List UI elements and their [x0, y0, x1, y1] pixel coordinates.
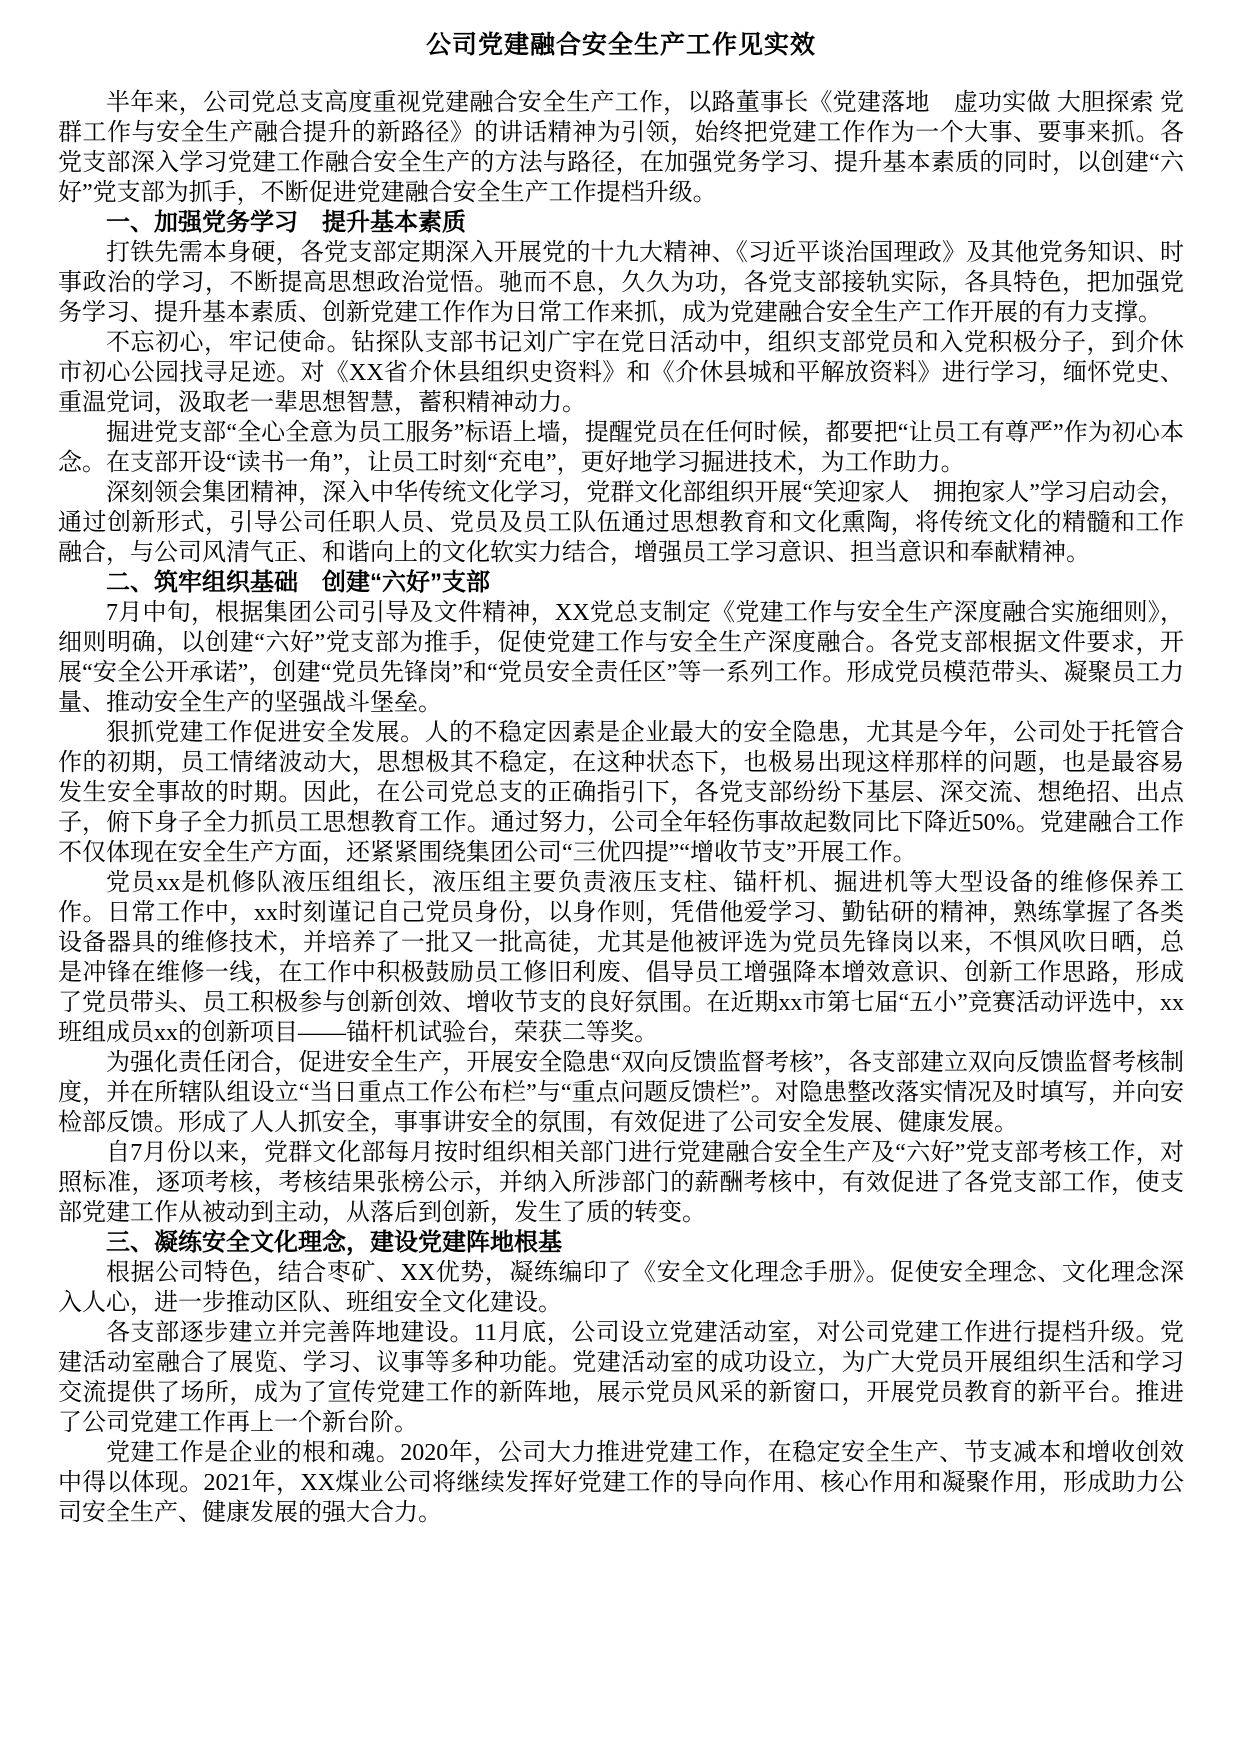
body-paragraph: 掘进党支部“全心全意为员工服务”标语上墙，提醒党员在任何时候，都要把“让员工有尊严”作为初心本念。在支部开设“读书一角”，让员工时刻“充电”，更好地学习掘进技术，为工作助力。	[58, 420, 1184, 476]
body-paragraph: 根据公司特色，结合枣矿、XX优势，凝练编印了《安全文化理念手册》。促使安全理念、文化理念深入人心，进一步推动区队、班组安全文化建设。	[58, 1260, 1184, 1316]
section-heading: 一、加强党务学习 提升基本素质	[106, 209, 466, 236]
body-paragraph: 半年来，公司党总支高度重视党建融合安全生产工作，以路董事长《党建落地 虚功实做 大胆探索 党群工作与安全生产融合提升的新路径》的讲话精神为引领，始终把党建工作作为一个大事、要事来抓。各党支部深入学习党建工作融合安全生产的方法与路径，在加强党务学习、提升基本素质的同时，以创建“六好”党支部为抓手，不断促进党建融合安全生产工作提档升级。	[58, 90, 1184, 206]
body-paragraph: 党员xx是机修队液压组组长，液压组主要负责液压支柱、锚杆机、掘进机等大型设备的维修保养工作。日常工作中，xx时刻谨记自己党员身份，以身作则，凭借他爱学习、勤钻研的精神，熟练掌握了各类设备器具的维修技术，并培养了一批又一批高徒，尤其是他被评选为党员先锋岗以来，不惧风吹日晒，总是冲锋在维修一线，在工作中积极鼓励员工修旧利废、倡导员工增强降本增效意识、创新工作思路，形成了党员带头、员工积极参与创新创效、增收节支的良好氛围。在近期xx市第七届“五小”竞赛活动评选中，xx班组成员xx的创新项目——锚杆机试验台，荣获二等奖。	[58, 870, 1184, 1046]
body-paragraph: 狠抓党建工作促进安全发展。人的不稳定因素是企业最大的安全隐患，尤其是今年，公司处于托管合作的初期，员工情绪波动大，思想极其不稳定，在这种状态下，也极易出现这样那样的问题，也是最容易发生安全事故的时期。因此，在公司党总支的正确指引下，各党支部纷纷下基层、深交流、想绝招、出点子，俯下身子全力抓员工思想教育工作。通过努力，公司全年轻伤事故起数同比下降近50%。党建融合工作不仅体现在安全生产方面，还紧紧围绕集团公司“三优四提”“增收节支”开展工作。	[58, 720, 1184, 866]
body-paragraph: 深刻领会集团精神，深入中华传统文化学习，党群文化部组织开展“笑迎家人 拥抱家人”学习启动会，通过创新形式，引导公司任职人员、党员及员工队伍通过思想教育和文化熏陶，将传统文化的精髓和工作融合，与公司风清气正、和谐向上的文化软实力结合，增强员工学习意识、担当意识和奉献精神。	[58, 480, 1184, 566]
body-paragraph: 打铁先需本身硬，各党支部定期深入开展党的十九大精神、《习近平谈治国理政》及其他党务知识、时事政治的学习，不断提高思想政治觉悟。驰而不息，久久为功，各党支部接轨实际，各具特色，把加强党务学习、提升基本素质、创新党建工作作为日常工作来抓，成为党建融合安全生产工作开展的有力支撑。	[58, 240, 1184, 326]
body-paragraph: 各支部逐步建立并完善阵地建设。11月底，公司设立党建活动室，对公司党建工作进行提档升级。党建活动室融合了展览、学习、议事等多种功能。党建活动室的成功设立，为广大党员开展组织生活和学习交流提供了场所，成为了宣传党建工作的新阵地，展示党员风采的新窗口，开展党员教育的新平台。推进了公司党建工作再上一个新台阶。	[58, 1320, 1184, 1436]
section-heading: 三、凝练安全文化理念，建设党建阵地根基	[106, 1229, 562, 1256]
body-paragraph: 不忘初心，牢记使命。钻探队支部书记刘广宇在党日活动中，组织支部党员和入党积极分子，到介休市初心公园找寻足迹。对《XX省介休县组织史资料》和《介休县城和平解放资料》进行学习，缅怀党史、重温党词，汲取老一辈思想智慧，蓄积精神动力。	[58, 330, 1184, 416]
body-paragraph: 党建工作是企业的根和魂。2020年，公司大力推进党建工作，在稳定安全生产、节支减本和增收创效中得以体现。2021年，XX煤业公司将继续发挥好党建工作的导向作用、核心作用和凝聚作用，形成助力公司安全生产、健康发展的强大合力。	[58, 1440, 1184, 1526]
section-heading: 二、筑牢组织基础 创建“六好”支部	[106, 569, 490, 596]
document-body	[58, 88, 1184, 1528]
body-paragraph: 为强化责任闭合，促进安全生产，开展安全隐患“双向反馈监督考核”，各支部建立双向反馈监督考核制度，并在所辖队组设立“当日重点工作公布栏”与“重点问题反馈栏”。对隐患整改落实情况及时填写，并向安检部反馈。形成了人人抓安全，事事讲安全的氛围，有效促进了公司安全发展、健康发展。	[58, 1050, 1184, 1136]
body-paragraph: 自7月份以来，党群文化部每月按时组织相关部门进行党建融合安全生产及“六好”党支部考核工作，对照标准，逐项考核，考核结果张榜公示，并纳入所涉部门的薪酬考核中，有效促进了各党支部工作，使支部党建工作从被动到主动，从落后到创新，发生了质的转变。	[58, 1140, 1184, 1226]
body-paragraph: 7月中旬，根据集团公司引导及文件精神，XX党总支制定《党建工作与安全生产深度融合实施细则》，细则明确，以创建“六好”党支部为推手，促使党建工作与安全生产深度融合。各党支部根据文件要求，开展“安全公开承诺”，创建“党员先锋岗”和“党员安全责任区”等一系列工作。形成党员模范带头、凝聚员工力量、推动安全生产的坚强战斗堡垒。	[58, 600, 1184, 716]
document-title: 公司党建融合安全生产工作见实效	[425, 31, 816, 59]
